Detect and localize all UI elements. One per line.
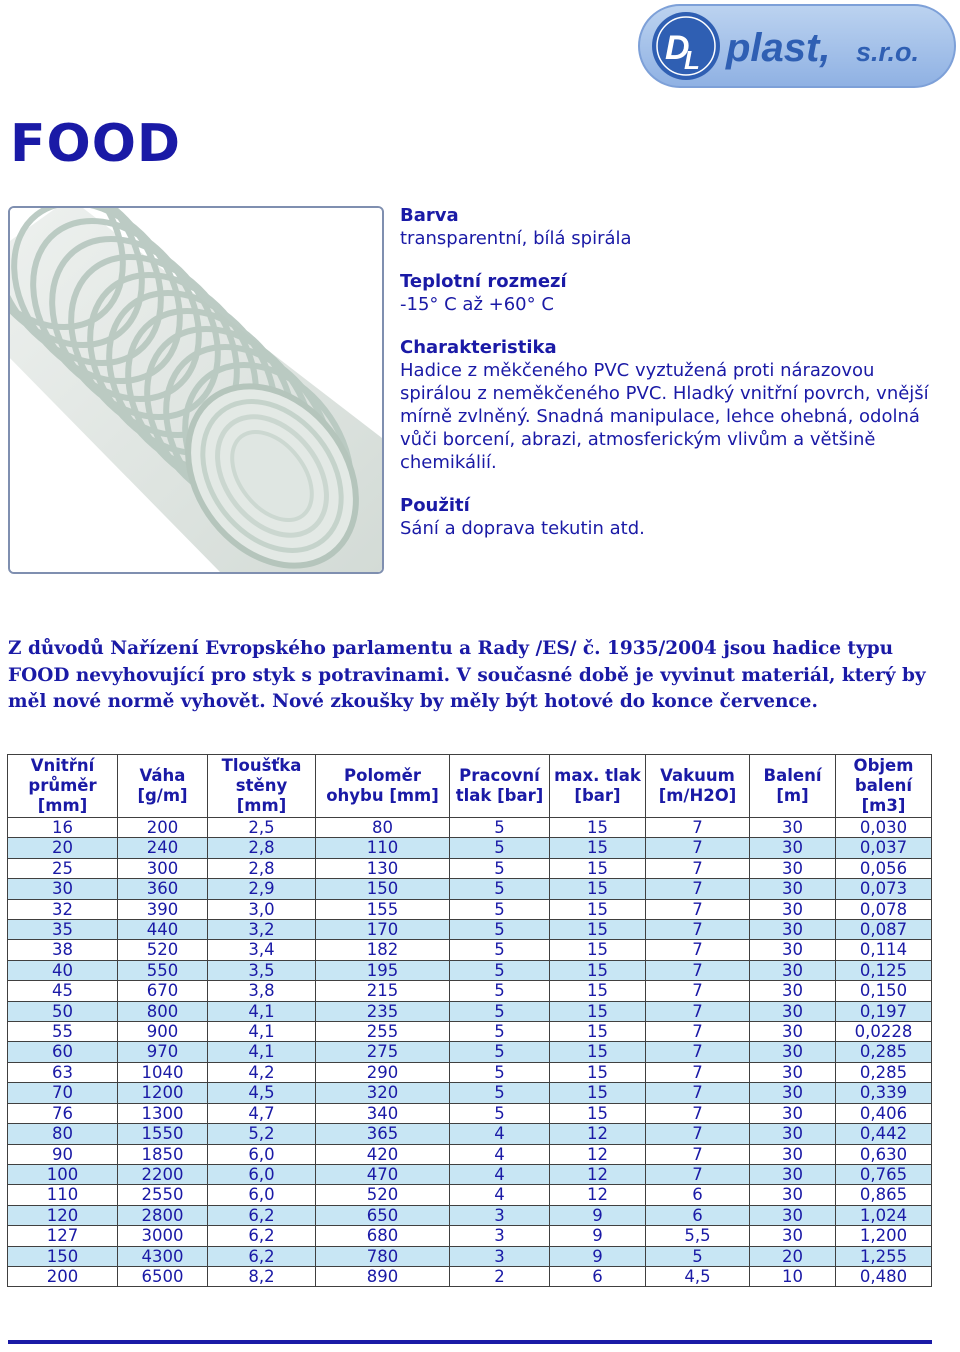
table-cell: 340 [316, 1103, 450, 1123]
table-cell: 5 [450, 1022, 550, 1042]
table-cell: 15 [550, 1103, 646, 1123]
regulation-notice: Z důvodů Nařízení Evropského parlamentu a Rady /ES/ č. 1935/2004 jsou hadice typu FOOD nevyhovující pro styk s potravinami. V současné době je vyvinut materiál, který by měl nové normě vyhovět. Nové zkoušky by měly být hotové do konce července. [8, 638, 926, 712]
table-cell: 50 [8, 1001, 118, 1021]
table-cell: 240 [118, 838, 208, 858]
table-cell: 0,630 [836, 1144, 932, 1164]
spec-label: Barva [400, 205, 459, 226]
table-cell: 4 [450, 1164, 550, 1184]
table-cell: 440 [118, 920, 208, 940]
column-header: Balení [m] [750, 755, 836, 818]
table-cell: 5 [450, 1001, 550, 1021]
table-cell: 0,056 [836, 858, 932, 878]
table-cell: 6,0 [208, 1144, 316, 1164]
table-cell: 30 [750, 981, 836, 1001]
table-cell: 30 [750, 899, 836, 919]
table-cell: 5 [450, 1042, 550, 1062]
table-cell: 3000 [118, 1226, 208, 1246]
table-cell: 5 [450, 1062, 550, 1082]
table-row [8, 1205, 932, 1225]
table-cell: 3,8 [208, 981, 316, 1001]
table-cell: 100 [8, 1164, 118, 1184]
table-cell: 6500 [118, 1266, 208, 1286]
table-cell: 45 [8, 981, 118, 1001]
table-cell: 7 [646, 1083, 750, 1103]
table-row [8, 960, 932, 980]
table-cell: 30 [750, 1205, 836, 1225]
table-cell: 1200 [118, 1083, 208, 1103]
svg-text:L: L [684, 45, 700, 75]
table-cell: 680 [316, 1226, 450, 1246]
table-cell: 15 [550, 981, 646, 1001]
table-header-row [8, 755, 932, 818]
spec-usage [400, 494, 930, 540]
table-cell: 3,2 [208, 920, 316, 940]
table-cell: 150 [8, 1246, 118, 1266]
table-cell: 6,0 [208, 1185, 316, 1205]
table-cell: 5 [450, 838, 550, 858]
table-cell: 1300 [118, 1103, 208, 1123]
table-cell: 6,2 [208, 1226, 316, 1246]
table-row [8, 940, 932, 960]
table-cell: 130 [316, 858, 450, 878]
table-cell: 4 [450, 1185, 550, 1205]
table-cell: 7 [646, 940, 750, 960]
table-row [8, 920, 932, 940]
table-row [8, 1083, 932, 1103]
table-cell: 16 [8, 818, 118, 838]
table-cell: 30 [750, 858, 836, 878]
table-cell: 2,9 [208, 879, 316, 899]
table-cell: 15 [550, 920, 646, 940]
table-cell: 0,406 [836, 1103, 932, 1123]
table-cell: 2,5 [208, 818, 316, 838]
table-cell: 4,2 [208, 1062, 316, 1082]
spiral-hose-icon [10, 208, 382, 572]
table-cell: 7 [646, 858, 750, 878]
table-cell: 10 [750, 1266, 836, 1286]
table-cell: 235 [316, 1001, 450, 1021]
table-cell: 7 [646, 1124, 750, 1144]
table-cell: 12 [550, 1144, 646, 1164]
table-cell: 2,8 [208, 838, 316, 858]
table-cell: 30 [750, 1022, 836, 1042]
table-row [8, 899, 932, 919]
table-cell: 890 [316, 1266, 450, 1286]
table-cell: 155 [316, 899, 450, 919]
bottom-rule [8, 1340, 932, 1344]
table-cell: 3,5 [208, 960, 316, 980]
table-cell: 170 [316, 920, 450, 940]
table-row [8, 1042, 932, 1062]
spec-characteristics [400, 336, 930, 474]
hose-photo [8, 206, 384, 574]
table-cell: 2550 [118, 1185, 208, 1205]
table-cell: 30 [750, 1042, 836, 1062]
table-cell: 0,285 [836, 1062, 932, 1082]
table-cell: 15 [550, 879, 646, 899]
table-row [8, 1062, 932, 1082]
table-cell: 15 [550, 960, 646, 980]
table-cell: 0,073 [836, 879, 932, 899]
table-cell: 20 [750, 1246, 836, 1266]
table-cell: 0,0228 [836, 1022, 932, 1042]
table-row [8, 1226, 932, 1246]
table-cell: 35 [8, 920, 118, 940]
table-cell: 182 [316, 940, 450, 960]
table-cell: 15 [550, 818, 646, 838]
table-cell: 12 [550, 1185, 646, 1205]
svg-text:D: D [665, 29, 690, 67]
table-cell: 110 [316, 838, 450, 858]
table-cell: 4,1 [208, 1001, 316, 1021]
table-cell: 5 [450, 879, 550, 899]
spec-temperature [400, 270, 930, 316]
table-cell: 6 [646, 1205, 750, 1225]
table-cell: 6,2 [208, 1205, 316, 1225]
table-cell: 5 [450, 1103, 550, 1123]
table-cell: 9 [550, 1226, 646, 1246]
table-cell: 30 [750, 1103, 836, 1123]
table-cell: 0,765 [836, 1164, 932, 1184]
table-cell: 80 [316, 818, 450, 838]
table-cell: 7 [646, 818, 750, 838]
table-cell: 55 [8, 1022, 118, 1042]
table-cell: 0,087 [836, 920, 932, 940]
table-cell: 15 [550, 858, 646, 878]
table-cell: 390 [118, 899, 208, 919]
table-cell: 195 [316, 960, 450, 980]
table-cell: 5 [450, 940, 550, 960]
table-cell: 7 [646, 899, 750, 919]
table-cell: 3 [450, 1226, 550, 1246]
table-cell: 80 [8, 1124, 118, 1144]
table-row [8, 1185, 932, 1205]
table-cell: 25 [8, 858, 118, 878]
table-cell: 30 [750, 1226, 836, 1246]
parameters-table [7, 754, 932, 1287]
table-cell: 7 [646, 981, 750, 1001]
table-cell: 30 [750, 960, 836, 980]
table-cell: 60 [8, 1042, 118, 1062]
table-cell: 7 [646, 1103, 750, 1123]
table-cell: 3,4 [208, 940, 316, 960]
table-cell: 5 [646, 1246, 750, 1266]
table-cell: 7 [646, 1164, 750, 1184]
table-cell: 15 [550, 899, 646, 919]
table-cell: 4,7 [208, 1103, 316, 1123]
table-cell: 5 [450, 1083, 550, 1103]
table-cell: 8,2 [208, 1266, 316, 1286]
table-cell: 30 [750, 1144, 836, 1164]
table-cell: 0,865 [836, 1185, 932, 1205]
table-cell: 15 [550, 1022, 646, 1042]
table-cell: 12 [550, 1164, 646, 1184]
table-cell: 63 [8, 1062, 118, 1082]
table-cell: 70 [8, 1083, 118, 1103]
table-cell: 30 [750, 940, 836, 960]
table-cell: 12 [550, 1124, 646, 1144]
table-cell: 3 [450, 1246, 550, 1266]
table-cell: 520 [118, 940, 208, 960]
table-cell: 15 [550, 1062, 646, 1082]
table-cell: 800 [118, 1001, 208, 1021]
table-cell: 0,037 [836, 838, 932, 858]
spec-value: Sání a doprava tekutin atd. [400, 518, 645, 539]
table-cell: 4 [450, 1144, 550, 1164]
spec-color [400, 204, 930, 250]
table-cell: 5,2 [208, 1124, 316, 1144]
table-cell: 420 [316, 1144, 450, 1164]
svg-text:plast,: plast, [726, 26, 831, 70]
table-cell: 6 [550, 1266, 646, 1286]
table-cell: 5,5 [646, 1226, 750, 1246]
column-header: max. tlak [bar] [550, 755, 646, 818]
logo-graphic [638, 4, 956, 88]
table-cell: 200 [8, 1266, 118, 1286]
table-cell: 550 [118, 960, 208, 980]
column-header: Vnitřní průměr [mm] [8, 755, 118, 818]
table-cell: 4 [450, 1124, 550, 1144]
table-cell: 290 [316, 1062, 450, 1082]
table-cell: 5 [450, 858, 550, 878]
table-cell: 6 [646, 1185, 750, 1205]
table-cell: 9 [550, 1246, 646, 1266]
table-cell: 30 [750, 1124, 836, 1144]
table-cell: 4,5 [646, 1266, 750, 1286]
table-cell: 7 [646, 1001, 750, 1021]
table-row [8, 1144, 932, 1164]
table-cell: 7 [646, 920, 750, 940]
table-cell: 30 [750, 1001, 836, 1021]
column-header: Váha [g/m] [118, 755, 208, 818]
table-cell: 0,125 [836, 960, 932, 980]
column-header: Poloměr ohybu [mm] [316, 755, 450, 818]
table-cell: 30 [750, 1164, 836, 1184]
table-cell: 2,8 [208, 858, 316, 878]
table-cell: 300 [118, 858, 208, 878]
table-cell: 1,255 [836, 1246, 932, 1266]
table-cell: 1040 [118, 1062, 208, 1082]
table-cell: 20 [8, 838, 118, 858]
table-cell: 670 [118, 981, 208, 1001]
table-cell: 30 [750, 1083, 836, 1103]
spec-value: Hadice z měkčeného PVC vyztužená proti nárazovou spirálou z neměkčeného PVC. Hladký vnitřní povrch, vnější mírně zvlněný. Snadná manipulace, lehce ohebná, odolná vůči borcení, abrazi, atmosferickým vlivům a většině chemikálií. [400, 360, 929, 473]
table-row [8, 1022, 932, 1042]
table-cell: 255 [316, 1022, 450, 1042]
table-row [8, 1001, 932, 1021]
table-cell: 900 [118, 1022, 208, 1042]
table-row [8, 818, 932, 838]
table-cell: 30 [750, 1185, 836, 1205]
spec-value: transparentní, bílá spirála [400, 228, 632, 249]
table-cell: 4300 [118, 1246, 208, 1266]
spec-list [400, 204, 930, 560]
table-row [8, 879, 932, 899]
table-cell: 0,339 [836, 1083, 932, 1103]
table-cell: 110 [8, 1185, 118, 1205]
table-cell: 7 [646, 838, 750, 858]
table-cell: 0,197 [836, 1001, 932, 1021]
table-cell: 2200 [118, 1164, 208, 1184]
table-body [8, 818, 932, 1287]
table-cell: 970 [118, 1042, 208, 1062]
column-header: Pracovní tlak [bar] [450, 755, 550, 818]
table-cell: 520 [316, 1185, 450, 1205]
table-cell: 7 [646, 960, 750, 980]
table-cell: 0,030 [836, 818, 932, 838]
table-row [8, 1246, 932, 1266]
column-header: Vakuum [m/H2O] [646, 755, 750, 818]
table-cell: 150 [316, 879, 450, 899]
table-cell: 15 [550, 1042, 646, 1062]
table-cell: 1,200 [836, 1226, 932, 1246]
table-cell: 0,442 [836, 1124, 932, 1144]
table-cell: 3 [450, 1205, 550, 1225]
table-row [8, 1124, 932, 1144]
table-row [8, 1266, 932, 1286]
table-cell: 7 [646, 1022, 750, 1042]
table-cell: 5 [450, 899, 550, 919]
table-cell: 3,0 [208, 899, 316, 919]
table-cell: 0,285 [836, 1042, 932, 1062]
table-cell: 30 [8, 879, 118, 899]
table-cell: 6,2 [208, 1246, 316, 1266]
spec-label: Teplotní rozmezí [400, 271, 567, 292]
spec-label: Charakteristika [400, 337, 557, 358]
table-cell: 2 [450, 1266, 550, 1286]
table-cell: 7 [646, 1062, 750, 1082]
table-cell: 650 [316, 1205, 450, 1225]
table-row [8, 858, 932, 878]
table-cell: 30 [750, 1062, 836, 1082]
table-cell: 5 [450, 981, 550, 1001]
table-cell: 0,150 [836, 981, 932, 1001]
table-cell: 275 [316, 1042, 450, 1062]
table-cell: 120 [8, 1205, 118, 1225]
table-cell: 470 [316, 1164, 450, 1184]
table-cell: 2800 [118, 1205, 208, 1225]
table-cell: 7 [646, 1042, 750, 1062]
table-cell: 0,078 [836, 899, 932, 919]
table-row [8, 1103, 932, 1123]
column-header: Tloušťka stěny [mm] [208, 755, 316, 818]
table-cell: 200 [118, 818, 208, 838]
table-cell: 127 [8, 1226, 118, 1246]
table-cell: 215 [316, 981, 450, 1001]
table-cell: 5 [450, 920, 550, 940]
product-title: FOOD [10, 114, 182, 174]
table-cell: 30 [750, 818, 836, 838]
table-cell: 90 [8, 1144, 118, 1164]
table-cell: 1850 [118, 1144, 208, 1164]
table-cell: 9 [550, 1205, 646, 1225]
table-cell: 6,0 [208, 1164, 316, 1184]
table-cell: 7 [646, 879, 750, 899]
table-cell: 4,1 [208, 1042, 316, 1062]
company-logo [638, 4, 956, 88]
table-cell: 15 [550, 1001, 646, 1021]
table-row [8, 1164, 932, 1184]
table-cell: 32 [8, 899, 118, 919]
table-cell: 1,024 [836, 1205, 932, 1225]
spec-label: Použití [400, 495, 470, 516]
spec-value: -15° C až +60° C [400, 294, 554, 315]
table-cell: 1550 [118, 1124, 208, 1144]
table-cell: 15 [550, 1083, 646, 1103]
table-cell: 7 [646, 1144, 750, 1164]
svg-text:s.r.o.: s.r.o. [856, 37, 920, 67]
table-row [8, 838, 932, 858]
table-cell: 0,480 [836, 1266, 932, 1286]
table-cell: 15 [550, 838, 646, 858]
table-cell: 780 [316, 1246, 450, 1266]
table-cell: 365 [316, 1124, 450, 1144]
table-cell: 40 [8, 960, 118, 980]
table-cell: 15 [550, 940, 646, 960]
table-cell: 5 [450, 960, 550, 980]
column-header: Objem balení [m3] [836, 755, 932, 818]
table-cell: 0,114 [836, 940, 932, 960]
table-cell: 4,5 [208, 1083, 316, 1103]
table-cell: 360 [118, 879, 208, 899]
table-cell: 4,1 [208, 1022, 316, 1042]
table-cell: 30 [750, 838, 836, 858]
table-cell: 76 [8, 1103, 118, 1123]
table-cell: 30 [750, 920, 836, 940]
table-cell: 30 [750, 879, 836, 899]
table-cell: 38 [8, 940, 118, 960]
table-cell: 320 [316, 1083, 450, 1103]
table-cell: 5 [450, 818, 550, 838]
table-row [8, 981, 932, 1001]
